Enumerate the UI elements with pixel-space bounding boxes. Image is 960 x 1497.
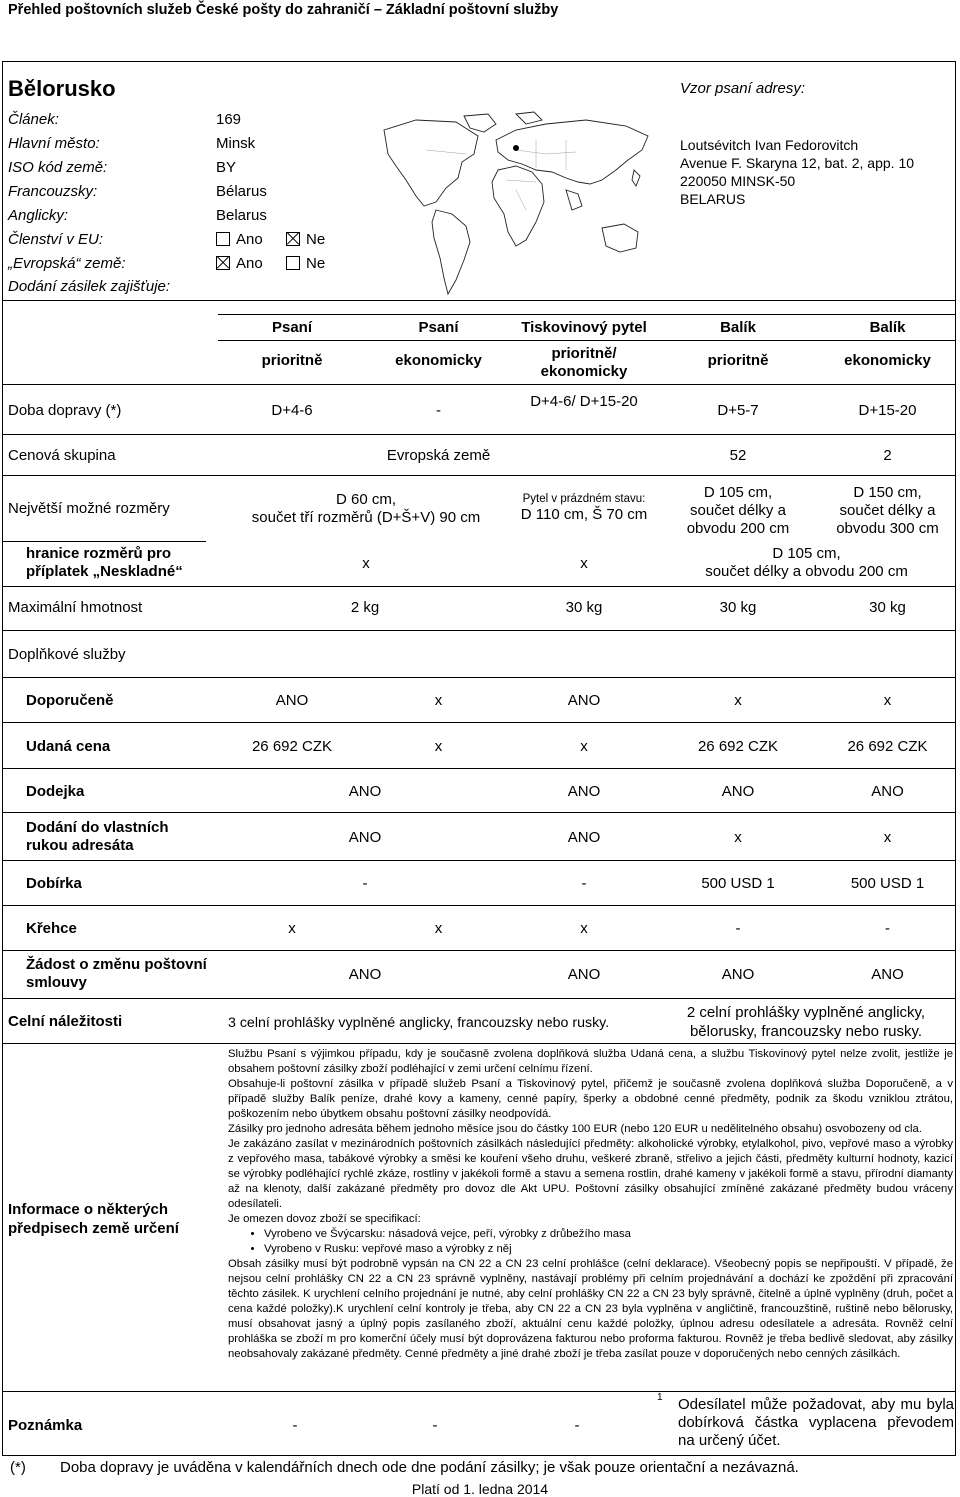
divider xyxy=(2,998,956,999)
cell: x xyxy=(883,692,892,709)
cell: x xyxy=(434,738,443,755)
cell: x xyxy=(580,555,588,572)
label-line: Informace o některých xyxy=(8,1201,169,1218)
cell-line: obvodu 200 cm xyxy=(686,520,790,537)
en-label: Anglicky: xyxy=(8,207,69,224)
cell: 26 692 CZK xyxy=(251,738,333,755)
label-line: příplatek „Neskladné“ xyxy=(26,563,183,580)
cell: - xyxy=(362,875,368,892)
evr-ano xyxy=(216,255,263,272)
cell: ANO xyxy=(871,783,904,800)
cell: ANO xyxy=(721,966,755,983)
cell: ANO xyxy=(567,829,601,846)
cell-line: D 110 cm, Š 70 cm xyxy=(520,506,648,523)
divider xyxy=(2,722,956,723)
divider xyxy=(2,300,956,301)
cell: 30 kg xyxy=(719,599,757,616)
cell: 26 692 CZK xyxy=(847,738,928,755)
cell: x xyxy=(580,920,588,937)
cell: D+15-20 xyxy=(858,402,917,419)
row-label-zadost xyxy=(26,956,207,992)
col-subheader: ekonomicky xyxy=(395,352,482,369)
clanek-label: Článek: xyxy=(8,111,59,128)
divider xyxy=(2,860,956,861)
cell xyxy=(657,484,819,538)
row-label-celni: Celní náležitosti xyxy=(8,1013,123,1030)
row-label-dodejka: Dodejka xyxy=(26,783,85,800)
eu-label: Členství v EU: xyxy=(8,231,104,248)
info-list-item: • Vyrobeno ve Švýcarsku: násadová vejce, peří, výrobky z drůbežího masa xyxy=(264,1227,953,1242)
evr-ne-label: Ne xyxy=(306,255,326,272)
label-line: předpisech země určení xyxy=(8,1220,179,1237)
cell: ANO xyxy=(567,966,601,983)
cell: 500 USD 1 xyxy=(701,875,775,892)
country-marker xyxy=(513,145,519,151)
label-line: Žádost o změnu poštovní xyxy=(26,956,207,973)
address-line: Avenue F. Skaryna 12, bat. 2, app. 10 xyxy=(680,155,915,171)
label-line: Dodání do vlastních xyxy=(26,819,169,836)
cell-line: 2 celní prohlášky vyplněné anglicky, xyxy=(686,1004,926,1021)
cell: 2 xyxy=(883,447,892,464)
cell-line: součet délky a xyxy=(690,502,786,519)
cell-line: bělorusky, francouzsky nebo rusky. xyxy=(689,1023,923,1040)
cell xyxy=(511,492,657,524)
cell-line: obvodu 300 cm xyxy=(836,520,939,537)
row-label-rozmery: Největší možné rozměry xyxy=(8,500,170,517)
cell-line: D 105 cm, xyxy=(772,545,841,562)
cell: ANO xyxy=(567,783,601,800)
evr-ano-label: Ano xyxy=(236,255,263,272)
cell-line: součet délky a xyxy=(839,502,936,519)
col-header: Psaní xyxy=(271,319,313,336)
divider xyxy=(2,950,956,951)
section-doplnkove: Doplňkové služby xyxy=(8,646,126,663)
cell-line: součet délky a obvodu 200 cm xyxy=(705,563,908,580)
row-label-doba: Doba dopravy (*) xyxy=(8,402,122,419)
address-line: BELARUS xyxy=(680,191,746,207)
cell: D+5-7 xyxy=(717,402,759,419)
mesto-value: Minsk xyxy=(216,135,256,152)
validity-date: Platí od 1. ledna 2014 xyxy=(411,1481,549,1497)
evr-ne xyxy=(286,255,325,272)
divider xyxy=(2,586,956,587)
col-subheader: prioritně/ ekonomicky xyxy=(540,345,628,380)
divider xyxy=(2,475,956,476)
eu-ne xyxy=(286,231,325,248)
divider xyxy=(218,340,956,341)
cell: 52 xyxy=(729,447,747,464)
info-paragraph: Je zakázáno zasílat v mezinárodních poštovních zásilkách následující předměty: alkoholické výrobky, etylalkohol, pivo, vepřové maso a výrobky z vepřového masa, tabákové výrobky a směsi ke kouření všeho druhu, veškeré zbraně, střelivo a jejich části, předměty kulturní hodnoty, kazicí se výrobky podléhající rychlé zkáze, rostliny v jakékoli formě a stavu a semena rostlin, drahé kameny v jakékoli formě a stavu, přírodní diamanty až na klenoty, další zakázané předměty pro dovoz dle Akt UPU. Poštovní zásilky obsahující zmíněné zakázané předměty budou vráceny odesílateli. xyxy=(228,1138,953,1210)
divider xyxy=(2,768,956,769)
clanek-value: 169 xyxy=(216,111,242,128)
row-label-poznamka: Poznámka xyxy=(8,1417,83,1434)
cell: - xyxy=(292,1417,298,1434)
page-header: Přehled poštovních služeb České pošty do zahraničí – Základní poštovní služby xyxy=(8,2,559,18)
celni-left: 3 celní prohlášky vyplněné anglicky, francouzsky nebo rusky. xyxy=(228,1015,610,1031)
divider xyxy=(2,630,956,631)
info-paragraph: Obsah zásilky musí být podrobně vypsán na CN 22 a CN 23 celní prohlášce (celní deklarace). Všeobecný popis se nepřipouští. V případě, že nejsou celní prohlášky CN 22 a CN 23 správně vyplněny, nastávají problémy při celním projednávání a dochází ke zpoždění při zpracování těchto zásilek. K urychlení celního projednání je nutné, aby celní prohlášky CN 22 a CN 23 byly správně, čitelně a úplně vyplněny (druh, počet a cena každé položky).K urychlení celní kontroly je třeba, aby CN 22 a CN 23 byla vyplněna v angličtině, francouzštině, ruštině nebo běloruskу, musí obsahovat jasný a úplný popis zasílaného zboží, aktuální cenu každé položky, úplnou adresu odesílatele a adresáta. Rovněž celní prohláška se zboží m pro komerční účely musí být doprovázena fakturou nebo proforma fakturou. Rovněž je třeba bedlivě sledovat, aby zásilky neobsahovaly zakázané předměty. Cenné předměty a jiné drahé zboží je třeba zasílat pouze v doporučených nebo cenných zásilkách. xyxy=(228,1258,953,1360)
cell: x xyxy=(434,920,443,937)
info-paragraph: Obsahuje-li poštovní zásilka v případě služeb Psaní a Tiskovinový pytel, přičemž je současně zvolena doplňková služba Doporučeně, a v případě služby Balík peníze, drahé kovy a kameny, cenné papíry, šperky a obdobné cenné předměty, podnik za škodu vzniklou ztrátou, poškozením nebo úbytkem obsahu poštovní zásilky neodpovídá. xyxy=(228,1078,953,1120)
cell xyxy=(226,491,506,527)
info-paragraph: Službu Psaní s výjimkou případu, kdy je současně zvolena doplňková služba Udaná cena, a službu Tiskovinový pytel nelze zvolit, jestliže je obsahem poštovní zásilky zboží podléhající v zemi určení celnímu řízení. xyxy=(228,1048,953,1075)
label-line: rukou adresáta xyxy=(26,837,134,854)
col-header: Tiskovinový pytel xyxy=(521,319,647,336)
footnote-mark: 1 xyxy=(657,1392,663,1403)
eu-ne-checkbox xyxy=(286,232,300,246)
divider xyxy=(2,384,956,385)
cell: x xyxy=(434,692,443,709)
cell: - xyxy=(574,1417,580,1434)
address-line: 220050 MINSK-50 xyxy=(680,173,796,189)
row-label-vlastni xyxy=(26,819,169,855)
row-label-cenova: Cenová skupina xyxy=(8,447,116,464)
info-list-item: • Vyrobeno v Rusku: vepřové maso a výrobky z něj xyxy=(264,1242,953,1257)
info-paragraph: Zásilky pro jednoho adresáta během jednoho měsíce jsou do částky 100 EUR (nebo 120 EUR u nedělitelného obsahu) osvobozeny od cla. xyxy=(228,1123,922,1135)
cell: ANO xyxy=(348,966,382,983)
divider xyxy=(2,812,956,813)
cell: x xyxy=(288,920,296,937)
row-label-dobirka: Dobírka xyxy=(26,875,82,892)
divider xyxy=(2,905,956,906)
footnote-text: Doba dopravy je uváděna v kalendářních dnech ode dne podání zásilky; je však pouze orientační a nezávazná. xyxy=(60,1459,799,1476)
cell xyxy=(657,545,956,581)
col-subheader: prioritně xyxy=(261,352,323,369)
divider xyxy=(2,541,206,542)
col-header: Balík xyxy=(720,319,756,336)
cell: - xyxy=(735,920,741,937)
cell: D+4-6/ D+15-20 xyxy=(530,393,638,410)
celni-right xyxy=(656,1003,956,1041)
eu-ne-label: Ne xyxy=(306,231,326,248)
address-line: Loutsévitch Ivan Fedorovitch xyxy=(680,137,859,153)
address-sample xyxy=(680,136,914,208)
divider xyxy=(2,1043,956,1044)
cell: ANO xyxy=(567,692,601,709)
info-paragraph: Je omezen dovoz zboží se specifikací: xyxy=(228,1213,421,1225)
row-label-krehce: Křehce xyxy=(26,920,77,937)
row-label-hranice xyxy=(26,545,183,581)
cell: x xyxy=(580,738,588,755)
iso-label: ISO kód země: xyxy=(8,159,108,176)
cell: x xyxy=(734,829,742,846)
cell-line: D 60 cm, xyxy=(335,491,396,508)
cell: 30 kg xyxy=(565,599,603,616)
evr-ano-checkbox xyxy=(216,256,230,270)
col-header: Balík xyxy=(869,319,906,336)
cell: 30 kg xyxy=(869,599,906,616)
cell: 500 USD 1 xyxy=(850,875,925,892)
cell: x xyxy=(883,829,892,846)
cell: ANO xyxy=(348,783,382,800)
cell: ANO xyxy=(721,783,755,800)
cell: Evropská země xyxy=(386,447,491,464)
cell: D+4-6 xyxy=(271,402,313,419)
cell: ANO xyxy=(275,692,309,709)
evr-ne-checkbox xyxy=(286,256,300,270)
divider xyxy=(2,677,956,678)
country-title: Bělorusko xyxy=(8,76,116,101)
cell: - xyxy=(581,875,587,892)
address-title: Vzor psaní adresy: xyxy=(680,80,806,97)
cell: 26 692 CZK xyxy=(697,738,779,755)
cell-line: součet tří rozměrů (D+Š+V) 90 cm xyxy=(251,509,481,526)
eu-ano-checkbox xyxy=(216,232,230,246)
fr-value: Bélarus xyxy=(216,183,267,200)
evr-label: „Evropská“ země: xyxy=(8,255,126,272)
en-value: Belarus xyxy=(216,207,267,224)
mesto-label: Hlavní město: xyxy=(8,135,100,152)
col-subheader: ekonomicky xyxy=(844,352,931,369)
label-line: hranice rozměrů pro xyxy=(26,545,172,562)
col-subheader: prioritně xyxy=(707,352,769,369)
cell: ANO xyxy=(871,966,904,983)
cell-line: D 150 cm, xyxy=(853,484,922,501)
cell: - xyxy=(885,920,890,937)
cell: - xyxy=(436,402,441,419)
cell-line: Pytel v prázdném stavu: xyxy=(522,493,646,505)
poznamka-note: Odesílatel může požadovat, aby mu byla dobírková částka vyplacena převodem na určený účet. xyxy=(678,1396,954,1449)
fr-label: Francouzsky: xyxy=(8,183,98,200)
footnote-symbol: (*) xyxy=(10,1459,26,1476)
cell: 2 kg xyxy=(350,599,380,616)
col-header: Psaní xyxy=(418,319,459,336)
dodani-label: Dodání zásilek zajišťuje: xyxy=(8,278,171,295)
iso-value: BY xyxy=(216,159,237,176)
label-line: smlouvy xyxy=(26,974,87,991)
cell: ANO xyxy=(348,829,382,846)
cell xyxy=(819,484,956,538)
eu-ano-label: Ano xyxy=(236,231,263,248)
cell: - xyxy=(432,1417,438,1434)
divider xyxy=(2,1391,956,1392)
divider xyxy=(218,314,956,315)
eu-ano xyxy=(216,231,263,248)
row-label-doporucene: Doporučeně xyxy=(26,692,114,709)
world-map xyxy=(366,110,662,305)
info-list xyxy=(228,1227,953,1257)
cell-line: D 105 cm, xyxy=(703,484,773,501)
informace-text xyxy=(228,1047,953,1362)
divider xyxy=(2,434,956,435)
cell: x xyxy=(734,692,742,709)
row-label-udana: Udaná cena xyxy=(26,738,111,755)
row-label-hmotnost: Maximální hmotnost xyxy=(8,599,143,616)
row-label-informace xyxy=(8,1200,179,1238)
cell: x xyxy=(362,555,370,572)
